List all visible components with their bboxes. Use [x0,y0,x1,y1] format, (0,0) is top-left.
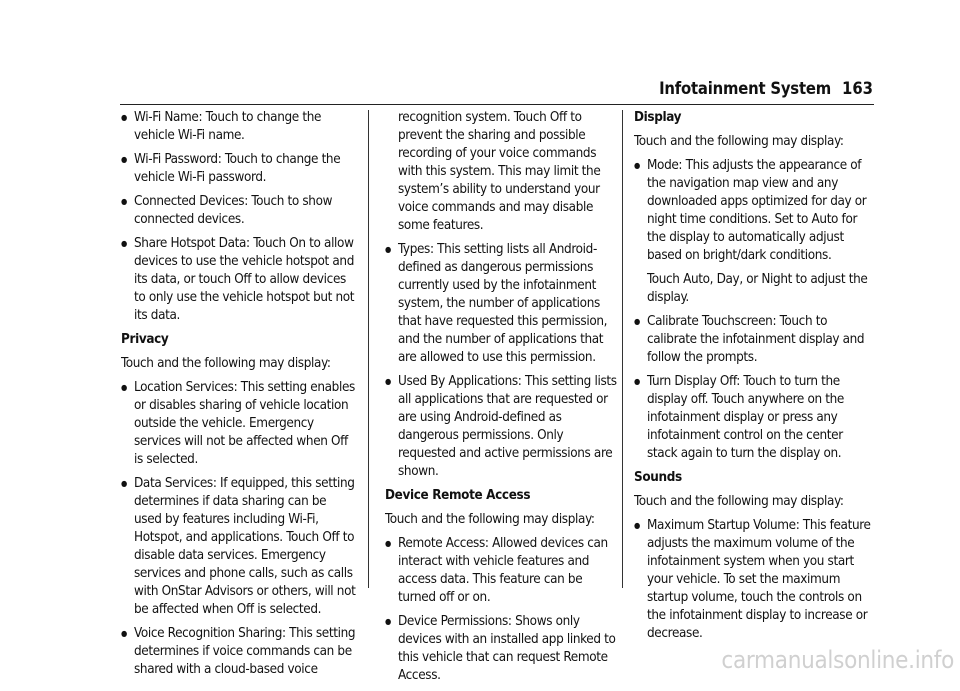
heading-sounds: Sounds [634,470,682,485]
column-divider [368,110,369,588]
bullet-wifi-name: ● Wi-Fi Name: Touch to change the vehicle Wi-Fi name. [121,109,357,145]
bullet-connected-devices: ● Connected Devices: Touch to show connected devices. [121,193,357,229]
column-divider [622,110,623,588]
heading-display: Display [634,110,682,125]
page-number: 163 [842,79,873,98]
watermark: carmanualsonline.info [721,646,954,674]
bullet-wifi-password: ● Wi-Fi Password: Touch to change the vehicle Wi-Fi password. [121,151,357,187]
bullet-remote-access: ● Remote Access: Allowed devices can interact with vehicle features and access data. This feature can be turned off or on. [385,535,617,607]
bullet-device-permissions: ● Device Permissions: Shows only devices with an installed app linked to this vehicle that can request Remote Access. [385,613,617,685]
remote-intro: Touch and the following may display: [385,512,595,527]
display-intro: Touch and the following may display: [634,134,844,149]
sounds-intro: Touch and the following may display: [634,494,844,509]
bullet-continuation: recognition system. Touch Off to prevent the sharing and possible recording of your voice commands with this system. This may limit the system’s ability to understand your voice commands and may disable some features. [398,110,601,233]
bullet-turn-display-off: ● Turn Display Off: Touch to turn the display off. Touch anywhere on the infotainment display or press any infotainment control on the center stack again to turn the display on. [634,373,874,463]
bullet-maximum-startup-volume: ● Maximum Startup Volume: This feature adjusts the maximum volume of the infotainment system when you start your vehicle. To set the maximum startup volume, touch the controls on the infotainment display to increase or decrease. [634,517,874,643]
heading-device-remote-access: Device Remote Access [385,488,531,503]
bullet-types: ● Types: This setting lists all Android-defined as dangerous permissions currently used by the infotainment system, the number of applications that have requested this permission, and the number of applications that are allowed to use this permission. [385,241,617,367]
bullet-location-services: ● Location Services: This setting enables or disables sharing of vehicle location outside the vehicle. Emergency services will not be affected when Off is selected. [121,379,357,469]
column-right [634,109,874,649]
column-left [121,109,357,685]
bullet-voice-recognition-sharing: ● Voice Recognition Sharing: This setting determines if voice commands can be shared with a cloud-based voice [121,625,357,679]
column-middle [385,109,617,691]
heading-privacy: Privacy [121,332,169,347]
bullet-used-by-applications: ● Used By Applications: This setting lists all applications that are requested or are using Android-defined as dangerous permissions. Only requested and active permissions are shown. [385,373,617,481]
bullet-share-hotspot-data: ● Share Hotspot Data: Touch On to allow devices to use the vehicle hotspot and its data, or touch Off to allow devices to only use the vehicle hotspot but not its data. [121,235,357,325]
bullet-data-services: ● Data Services: If equipped, this setting determines if data sharing can be used by features including Wi-Fi, Hotspot, and applications. Touch Off to disable data services. Emergency services and phone calls, such as calls with OnStar Advisors or others, will not be affected when Off is selected. [121,475,357,619]
mode-subtext: Touch Auto, Day, or Night to adjust the display. [647,272,868,305]
section-title: Infotainment System [659,79,831,98]
bullet-mode: ● Mode: This adjusts the appearance of the navigation map view and any downloaded apps optimized for day or night time conditions. Set to Auto for the display to automatically adjust based on bright/dark conditions. [634,157,874,265]
page-header [0,79,960,103]
header-rule [120,104,874,105]
privacy-intro: Touch and the following may display: [121,356,331,371]
bullet-calibrate-touchscreen: ● Calibrate Touchscreen: Touch to calibrate the infotainment display and follow the prompts. [634,313,874,367]
